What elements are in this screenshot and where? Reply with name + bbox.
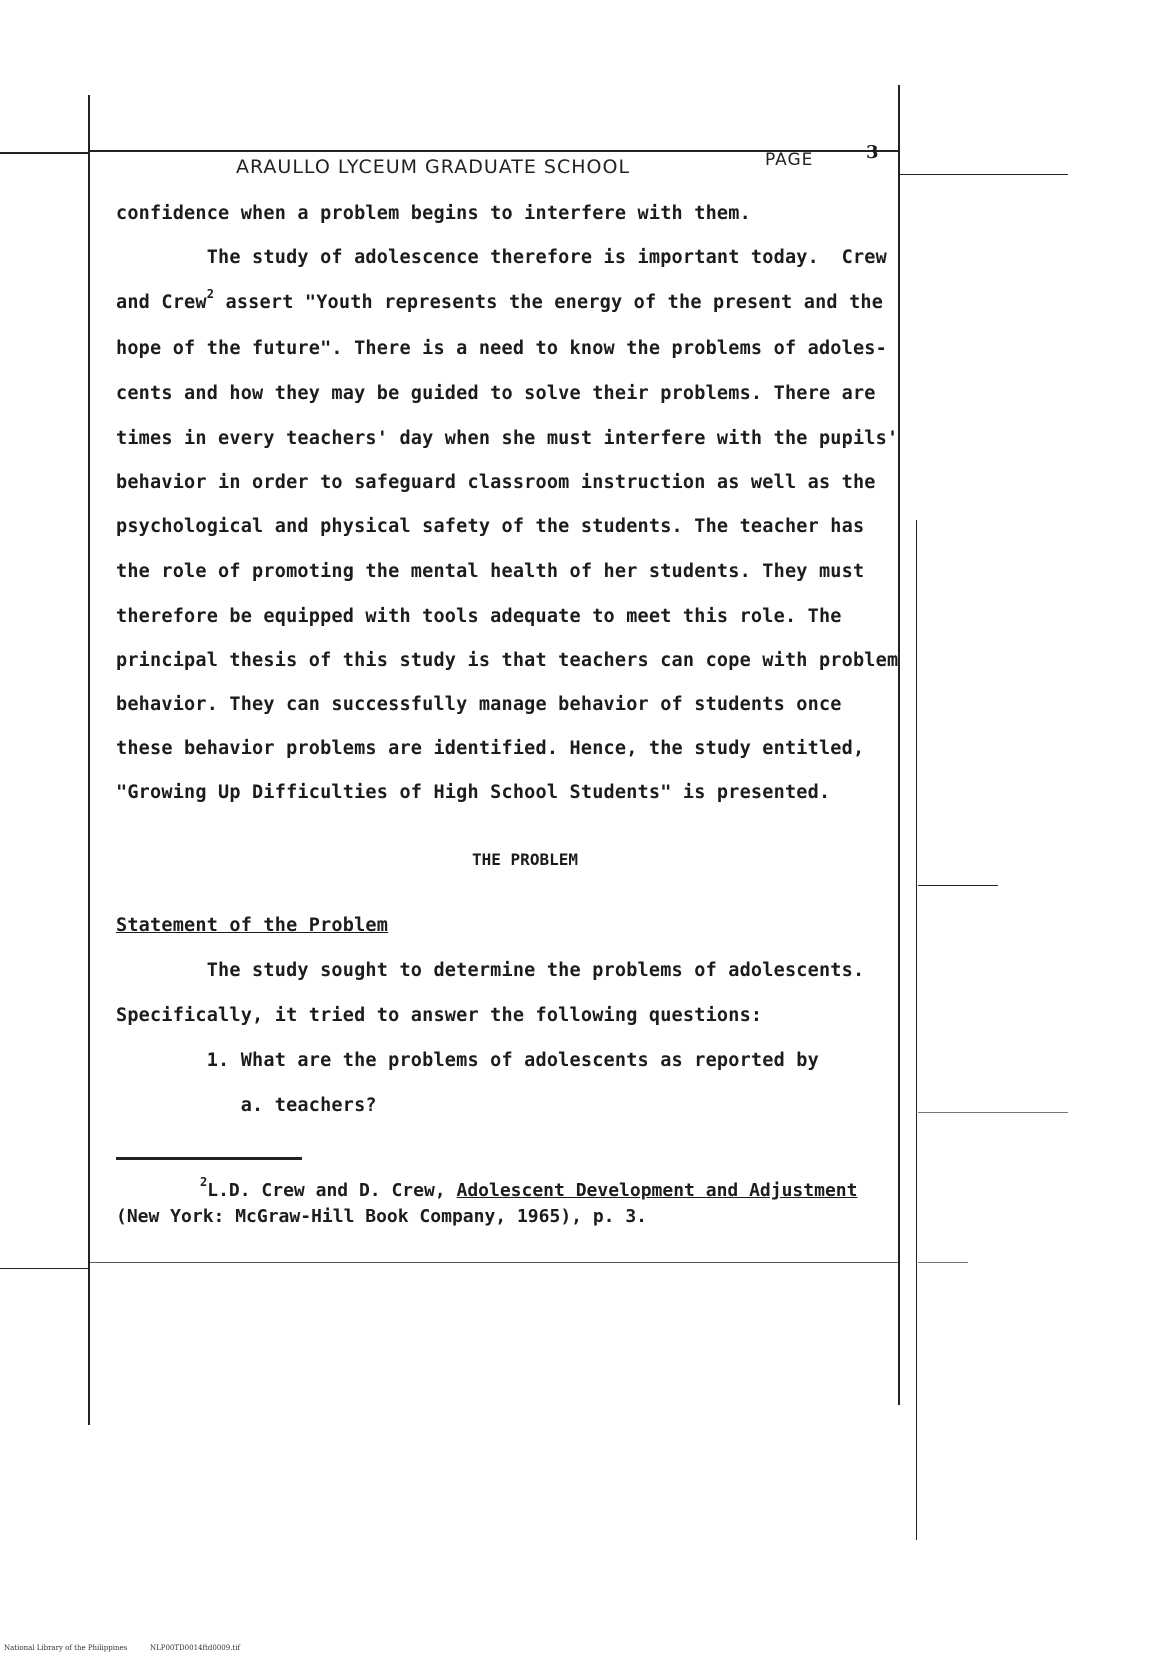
- bottom-rule-left: [0, 1268, 88, 1269]
- header-rule-left: [0, 152, 88, 154]
- body-line-1: confidence when a problem begins to interfere with them.: [116, 203, 751, 224]
- body-line-6: times in every teachers' day when she must interfere with the pupils': [116, 428, 899, 449]
- file-name: NLP00TD0014ftd0009.tif: [150, 1644, 241, 1652]
- bottom-rule: [90, 1262, 898, 1263]
- footnote-separator: [116, 1157, 302, 1160]
- body-line-12: behavior. They can successfully manage behavior of students once: [116, 694, 842, 715]
- body-line-8: psychological and physical safety of the students. The teacher has: [116, 516, 865, 537]
- page-label: PAGE: [765, 150, 814, 170]
- problem-line-2: Specifically, it tried to answer the following questions:: [116, 1005, 763, 1026]
- left-margin-line: [88, 95, 90, 1425]
- margin-tick-1: [918, 885, 998, 886]
- footnote-line-2: (New York: McGraw-Hill Book Company, 1965), p. 3.: [116, 1206, 648, 1227]
- footnote-line-1: [200, 1175, 858, 1201]
- crew-prefix: and Crew: [116, 292, 207, 313]
- body-line-11: principal thesis of this study is that teachers can cope with problem: [116, 650, 899, 671]
- section-subheading: Statement of the Problem: [116, 915, 389, 936]
- right-margin-line: [898, 85, 900, 1405]
- right-outer-line: [916, 520, 917, 1540]
- footnote-mark: 2: [206, 287, 215, 301]
- footnote-number: 2: [200, 1175, 208, 1189]
- body-line-3: [116, 287, 884, 313]
- problem-line-4: a. teachers?: [116, 1095, 377, 1116]
- body-line-13: these behavior problems are identified. Hence, the study entitled,: [116, 738, 865, 759]
- school-header: ARAULLO LYCEUM GRADUATE SCHOOL: [236, 156, 631, 178]
- library-credit: National Library of the Philippines: [4, 1644, 128, 1652]
- body-line-14: "Growing Up Difficulties of High School Students" is presented.: [116, 782, 831, 803]
- body-line-7: behavior in order to safeguard classroom instruction as well as the: [116, 472, 876, 493]
- body-line-2: The study of adolescence therefore is important today. Crew: [116, 247, 887, 268]
- body-line-3-text: assert "Youth represents the energy of the present and the: [225, 292, 884, 313]
- body-line-10: therefore be equipped with tools adequate to meet this role. The: [116, 606, 842, 627]
- problem-line-3: 1. What are the problems of adolescents as reported by: [116, 1050, 819, 1071]
- footnote-authors: L.D. Crew and D. Crew,: [207, 1180, 457, 1201]
- problem-line-1: The study sought to determine the problems of adolescents.: [116, 960, 865, 981]
- bottom-rule-right: [918, 1262, 968, 1263]
- page-number: 3: [866, 142, 879, 163]
- header-rule-right: [900, 174, 1068, 175]
- body-line-9: the role of promoting the mental health of her students. They must: [116, 561, 865, 582]
- section-heading: THE PROBLEM: [472, 850, 578, 869]
- footnote-book-title: Adolescent Development and Adjustment: [456, 1180, 858, 1201]
- body-line-5: cents and how they may be guided to solve their problems. There are: [116, 383, 876, 404]
- margin-tick-2: [918, 1112, 1068, 1113]
- body-line-4: hope of the future". There is a need to know the problems of adoles-: [116, 338, 887, 359]
